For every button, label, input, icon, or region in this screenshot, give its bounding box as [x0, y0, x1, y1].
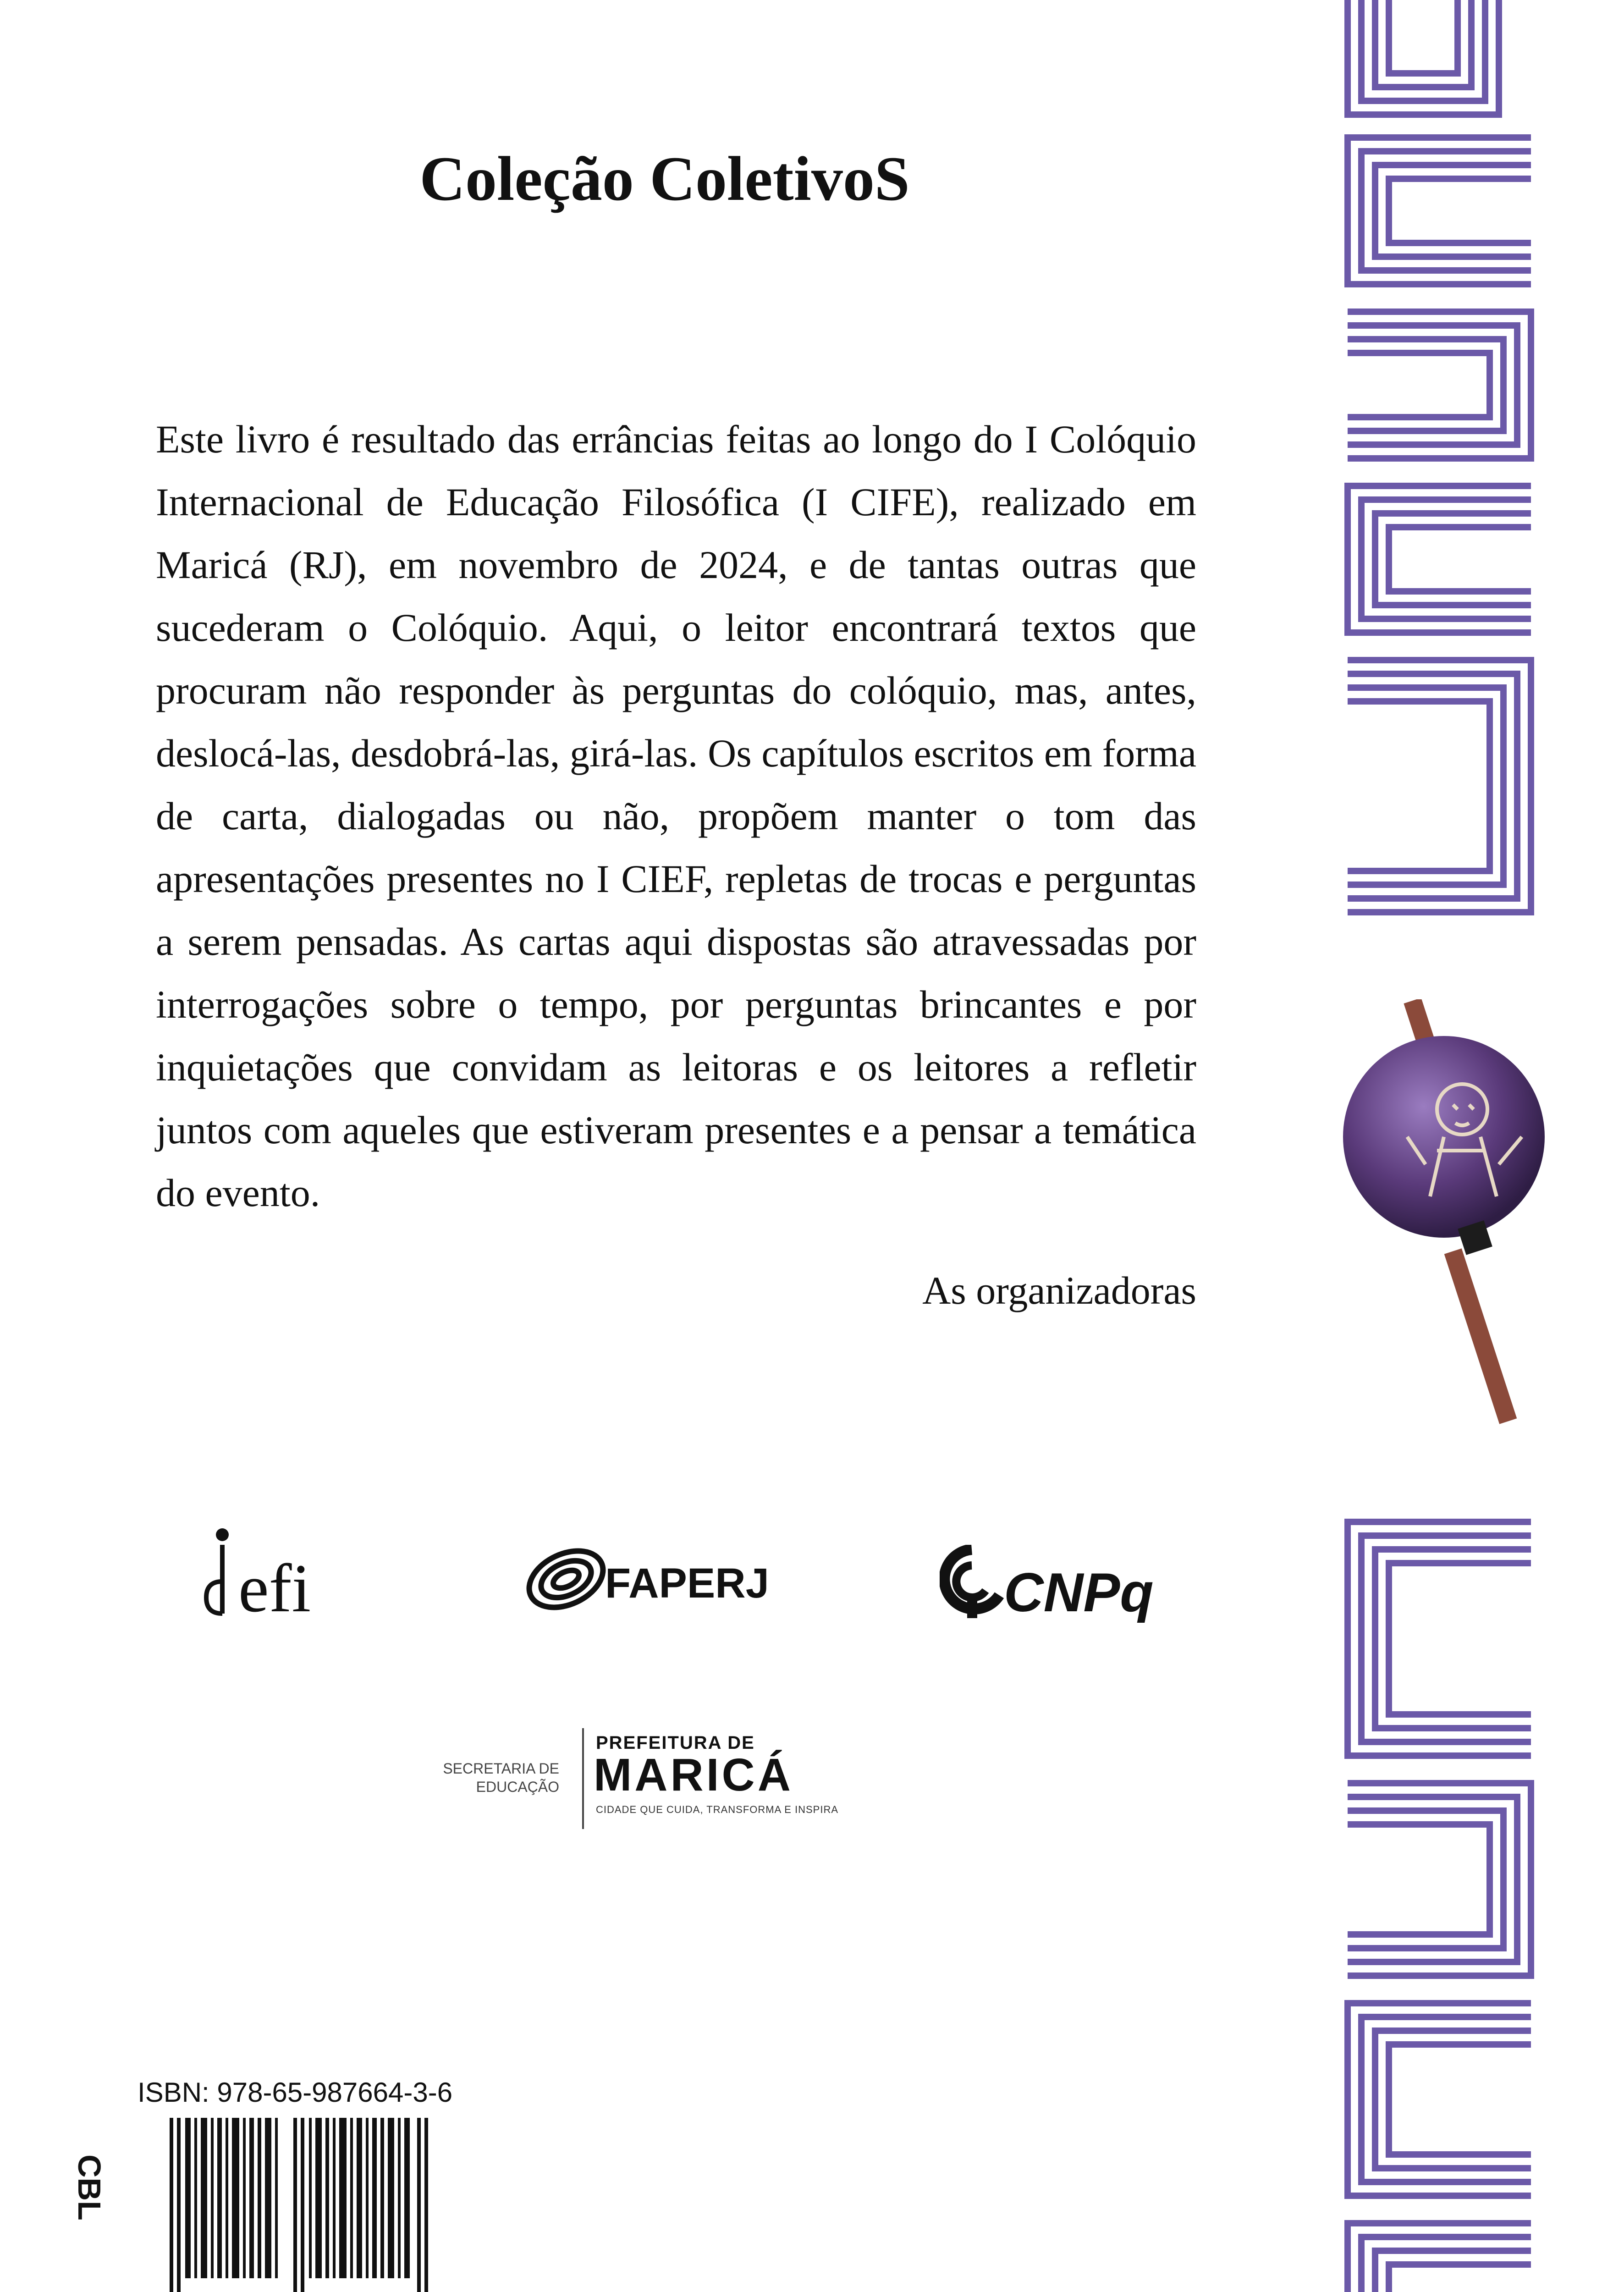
secretaria-prefeitura-logo [440, 1724, 862, 1834]
nefi-logo [202, 1526, 339, 1620]
maraca-illustration [1338, 999, 1558, 1426]
geometric-pattern-bottom [1343, 1517, 1536, 2292]
secretaria-text-line2: EDUCAÇÃO [476, 1779, 559, 1795]
prefeitura-text-line2: MARICÁ [594, 1749, 793, 1801]
secretaria-text-line1: SECRETARIA DE [443, 1760, 559, 1777]
page-title: Coleção ColetivoS [419, 143, 910, 214]
nefi-logo-text: efi [238, 1550, 311, 1618]
geometric-pattern-top [1343, 0, 1536, 921]
logo-divider [582, 1728, 584, 1829]
prefeitura-tagline: CIDADE QUE CUIDA, TRANSFORMA E INSPIRA [596, 1804, 839, 1815]
cbl-mark: CBL [72, 2154, 107, 2220]
barcode [170, 2118, 440, 2292]
faperj-logo-text: FAPERJ [605, 1560, 769, 1607]
cnpq-logo-text: CNPq [1004, 1562, 1154, 1623]
description-paragraph: Este livro é resultado das errâncias feitas ao longo do I Colóquio Internacional de Educação Filosófica (I CIFE), realizado em Maricá (RJ), em novembro de 2024, e de tantas outras que sucederam o Colóquio. Aqui, o leitor encontrará textos que procuram não responder às perguntas do colóquio, mas, antes, deslocá-las, desdobrá-las, girá-las. Os capítulos escritos em forma de carta, dialogadas ou não, propõem manter o tom das apresentações presentes no I CIEF, repletas de trocas e perguntas a serem pensadas. As cartas aqui dispostas são atravessadas por interrogações sobre o tempo, por perguntas brincantes e por inquietações que convidam as leitoras e os leitores a refletir juntos com aqueles que estiveram presentes e a pensar a temática do evento. [156, 417, 1196, 1215]
isbn-label: ISBN: 978-65-987664-3-6 [138, 2077, 453, 2108]
prefeitura-text-line1: PREFEITURA DE [596, 1733, 755, 1753]
faperj-logo [523, 1538, 779, 1623]
signature: As organizadoras [922, 1268, 1196, 1312]
cnpq-logo [940, 1545, 1196, 1625]
